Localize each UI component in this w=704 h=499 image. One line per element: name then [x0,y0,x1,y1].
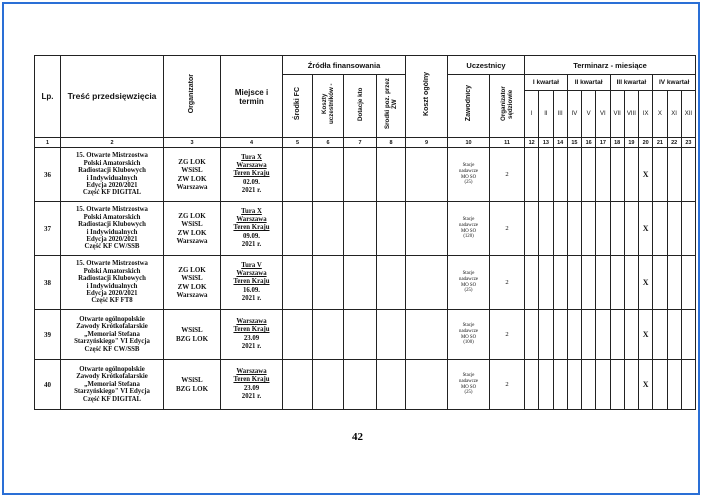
row-zawodnicy-line: Stacje [462,217,475,223]
empty-cell [283,360,313,410]
row-tresc-line: Polski Amatorskich [83,159,141,167]
row-miejsce-line: Teren Kraju [233,326,270,334]
row-tresc-line: 15. Otwarte Mistrzostwa [76,260,148,268]
row-lp: 39 [35,310,61,360]
empty-cell [283,310,313,360]
row-tresc-line: Edycja 2020/2021 [86,289,138,297]
column-number: 19 [624,138,638,148]
header-dotacje: Dotacje kto [344,75,377,138]
month-cell [553,202,567,256]
month-cell [596,256,610,310]
empty-cell [283,148,313,202]
month-cell [653,202,667,256]
month-cell [539,202,553,256]
row-tresc-line: Polski Amatorskich [83,213,141,221]
column-number: 12 [525,138,539,148]
row-miejsce-line: Teren Kraju [233,278,270,286]
month-cell [610,256,624,310]
column-number: 3 [164,138,221,148]
row-zawodnicy-line: (25) [464,288,473,294]
row-organizator-line: ZG LOK [178,212,206,221]
column-number: 16 [582,138,596,148]
month-cell [653,360,667,410]
row-miejsce-line: 2021 r. [241,294,262,302]
row-zawodnicy-line: Stacje [462,323,475,329]
empty-cell [406,148,448,202]
column-number: 4 [221,138,283,148]
row-tresc-line: Edycja 2020/2021 [86,181,138,189]
month-cell [553,148,567,202]
table-body [35,148,696,410]
month-cell [553,310,567,360]
empty-cell [313,360,344,410]
empty-cell [377,310,406,360]
row-organizator-line: BZG LOK [175,384,209,393]
header-month: V [582,91,596,138]
row-sedziowie: 2 [490,202,525,256]
row-zawodnicy-line: nadawcze [459,168,478,174]
month-cell [539,256,553,310]
column-number: 10 [448,138,490,148]
column-number: 13 [539,138,553,148]
month-cell [596,148,610,202]
row-organizator-line: WSiSL [181,376,203,385]
row-miejsce-line: 16.09. [243,286,260,294]
row-tresc-line: i Indywidualnych [86,228,138,236]
table-row [35,148,696,202]
row-organizator-line: ZG LOK [178,266,206,275]
empty-cell [344,256,377,310]
column-number: 8 [377,138,406,148]
month-cell [596,360,610,410]
month-cell [539,148,553,202]
row-miejsce-line: 02.09. [243,178,260,186]
row-sedziowie: 2 [490,310,525,360]
month-cell [525,310,539,360]
month-mark: X [639,148,653,202]
row-zawodnicy-line: (120) [463,234,474,240]
row-miejsce-line: 2021 r. [241,240,262,248]
row-miejsce-line: 23.09 [243,334,260,342]
month-cell [596,202,610,256]
row-tresc-line: i Indywidualnych [86,282,138,290]
month-cell [667,310,681,360]
row-miejsce-line: 2021 r. [241,186,262,194]
row-tresc-line: Polski Amatorskich [83,267,141,275]
row-tresc-line: Radiostacji Klubowych [78,275,146,283]
row-zawodnicy-line: nadawcze [459,276,478,282]
empty-cell [344,148,377,202]
row-organizator-line: ZW LOK [177,174,207,183]
row-zawodnicy [448,256,490,310]
month-cell [567,256,581,310]
row-miejsce-line: Warszawa [236,317,267,325]
month-cell [525,148,539,202]
month-cell [624,148,638,202]
empty-cell [406,202,448,256]
column-number: 17 [596,138,610,148]
month-mark: X [639,310,653,360]
month-cell [681,256,695,310]
month-cell [582,256,596,310]
table-row [35,310,696,360]
row-miejsce-line: 2021 r. [241,342,262,350]
row-tresc-line: Część KF CW/SSB [84,345,140,353]
row-organizator-line: ZG LOK [178,158,206,167]
header-month: IV [567,91,581,138]
row-zawodnicy-line: (25) [464,180,473,186]
table-row [35,202,696,256]
empty-cell [313,202,344,256]
row-zawodnicy-line: MO SO [460,174,477,180]
month-mark: X [639,360,653,410]
row-zawodnicy-line: nadawcze [459,222,478,228]
row-organizator-line: BZG LOK [175,334,209,343]
month-cell [610,360,624,410]
row-miejsce [221,310,283,360]
empty-cell [377,360,406,410]
header-miejsce: Miejsce i termin [221,56,283,138]
row-organizator [164,256,221,310]
month-cell [624,256,638,310]
month-cell [539,310,553,360]
row-zawodnicy-line: nadawcze [459,328,478,334]
empty-cell [406,310,448,360]
month-cell [667,148,681,202]
month-mark: X [639,256,653,310]
page-number: 42 [352,431,363,443]
row-miejsce [221,148,283,202]
row-zawodnicy-line: MO SO [460,384,477,390]
header-organizator-sedziowie: Organizator sędziowie [490,75,525,138]
row-tresc-line: Część KF CW/SSB [84,243,140,251]
row-tresc-line: „Memoriał Stefana [84,380,140,388]
row-zawodnicy-line: (25) [464,390,473,396]
row-miejsce-line: Teren Kraju [233,170,270,178]
row-tresc-line: Część KF DIGITAL [82,189,142,197]
month-cell [553,256,567,310]
month-cell [624,360,638,410]
month-cell [681,202,695,256]
row-tresc-line: Otwarte ogólnopolskie [79,365,145,373]
column-number: 15 [567,138,581,148]
column-number: 5 [283,138,313,148]
header-month: VI [596,91,610,138]
column-number: 9 [406,138,448,148]
column-number: 22 [667,138,681,148]
row-miejsce-line: 2021 r. [241,392,262,400]
month-cell [681,148,695,202]
month-cell [567,202,581,256]
row-organizator-line: Warszawa [176,236,208,245]
month-cell [653,256,667,310]
empty-cell [377,202,406,256]
row-tresc [61,360,164,410]
month-cell [667,202,681,256]
row-zawodnicy-line: nadawcze [459,378,478,384]
row-tresc-line: Starzyńskiego" VI Edycja [74,338,150,346]
month-cell [567,360,581,410]
row-sedziowie: 2 [490,148,525,202]
empty-cell [406,256,448,310]
column-number: 23 [681,138,695,148]
row-miejsce-line: Warszawa [236,162,267,170]
month-cell [525,360,539,410]
row-lp: 40 [35,360,61,410]
row-tresc-line: Otwarte ogólnopolskie [79,315,145,323]
header-srodki-fc: Środki FC [283,75,313,138]
month-cell [553,360,567,410]
row-organizator-line: WSiSL [181,220,203,229]
row-zawodnicy-line: (100) [463,340,474,346]
month-cell [582,360,596,410]
row-sedziowie: 2 [490,360,525,410]
row-tresc [61,148,164,202]
month-cell [681,360,695,410]
row-tresc-line: Edycja 2020/2021 [86,235,138,243]
row-zawodnicy [448,148,490,202]
month-cell [525,256,539,310]
row-tresc-line: Część KF DIGITAL [82,395,142,403]
row-organizator [164,310,221,360]
header-kwartal-4: IV kwartał [653,75,696,91]
row-tresc-line: „Memoriał Stefana [84,330,140,338]
row-organizator [164,360,221,410]
row-tresc-line: Starzyńskiego" VI Edycja [74,388,150,396]
row-tresc [61,310,164,360]
header-month: III [553,91,567,138]
row-miejsce [221,360,283,410]
header-month: XI [667,91,681,138]
empty-cell [377,148,406,202]
row-organizator-line: ZW LOK [177,228,207,237]
row-zawodnicy [448,310,490,360]
row-miejsce-line: Tura X [241,153,262,161]
header-month: VIII [624,91,638,138]
row-organizator-line: WSiSL [181,166,203,175]
header-kwartal-2: II kwartał [567,75,610,91]
month-cell [610,202,624,256]
header-month: X [653,91,667,138]
column-number: 18 [610,138,624,148]
row-miejsce-line: 09.09. [243,232,260,240]
row-organizator-line: ZW LOK [177,282,207,291]
column-number: 11 [490,138,525,148]
column-number: 7 [344,138,377,148]
row-organizator [164,202,221,256]
header-month: I [525,91,539,138]
header-month: II [539,91,553,138]
row-lp: 37 [35,202,61,256]
header-lp: Lp. [35,56,61,138]
row-miejsce-line: Warszawa [236,216,267,224]
row-tresc-line: Radiostacji Klubowych [78,167,146,175]
column-number: 20 [639,138,653,148]
month-cell [582,202,596,256]
month-cell [582,148,596,202]
row-zawodnicy [448,360,490,410]
header-terminarz: Terminarz - miesiące [525,56,696,75]
row-tresc-line: 15. Otwarte Mistrzostwa [76,152,148,160]
row-tresc-line: Zawody Krótkofalarskie [76,373,148,381]
month-cell [596,310,610,360]
empty-cell [344,202,377,256]
header-month: VII [610,91,624,138]
empty-cell [406,360,448,410]
table-row [35,360,696,410]
month-cell [567,148,581,202]
header-kwartal-1: I kwartał [525,75,568,91]
empty-cell [283,256,313,310]
empty-cell [313,310,344,360]
row-zawodnicy-line: MO SO [460,334,477,340]
header-koszty: Koszty uczestników - [313,75,344,138]
header-kwartal-3: III kwartał [610,75,653,91]
month-cell [667,360,681,410]
row-zawodnicy-line: Stacje [462,373,475,379]
empty-cell [344,360,377,410]
header-tresc: Treść przedsięwzięcia [61,56,164,138]
month-cell [567,310,581,360]
empty-cell [313,256,344,310]
header-srodki-poz: Środki poz. przez ZW [377,75,406,138]
month-cell [525,202,539,256]
month-cell [624,202,638,256]
row-sedziowie: 2 [490,256,525,310]
row-organizator [164,148,221,202]
month-cell [582,310,596,360]
column-number: 1 [35,138,61,148]
table-header [35,56,696,148]
row-miejsce-line: Teren Kraju [233,376,270,384]
row-lp: 38 [35,256,61,310]
row-miejsce-line: Teren Kraju [233,224,270,232]
row-zawodnicy-line: Stacje [462,163,475,169]
row-zawodnicy-line: MO SO [460,282,477,288]
row-tresc-line: Część KF FT8 [91,297,133,305]
column-number: 2 [61,138,164,148]
row-organizator-line: Warszawa [176,290,208,299]
header-uczestnicy: Uczestnicy [448,56,525,75]
header-koszt-ogolny: Koszt ogólny [406,56,448,138]
row-tresc [61,256,164,310]
header-organizator: Organizator [164,56,221,138]
row-miejsce-line: Tura X [241,207,262,215]
row-tresc-line: i Indywidualnych [86,174,138,182]
row-tresc-line: 15. Otwarte Mistrzostwa [76,206,148,214]
month-cell [610,310,624,360]
row-miejsce-line: Warszawa [236,270,267,278]
row-organizator-line: WSiSL [181,326,203,335]
empty-cell [344,310,377,360]
row-zawodnicy-line: Stacje [462,271,475,277]
month-mark: X [639,202,653,256]
column-number: 14 [553,138,567,148]
row-organizator-line: WSiSL [181,274,203,283]
row-zawodnicy [448,202,490,256]
row-miejsce [221,202,283,256]
row-organizator-line: Warszawa [176,182,208,191]
row-tresc [61,202,164,256]
month-cell [667,256,681,310]
row-miejsce-line: Warszawa [236,367,267,375]
row-miejsce [221,256,283,310]
header-zrodla: Źródła finansowania [283,56,406,75]
header-zawodnicy: Zawodnicy [448,75,490,138]
row-tresc-line: Radiostacji Klubowych [78,221,146,229]
month-cell [653,148,667,202]
row-zawodnicy-line: MO SO [460,228,477,234]
month-cell [681,310,695,360]
month-cell [610,148,624,202]
row-miejsce-line: 23.09 [243,384,260,392]
table-row [35,256,696,310]
column-number: 21 [653,138,667,148]
month-cell [653,310,667,360]
row-lp: 36 [35,148,61,202]
empty-cell [377,256,406,310]
header-month: IX [639,91,653,138]
empty-cell [283,202,313,256]
row-miejsce-line: Tura V [241,261,262,269]
empty-cell [313,148,344,202]
month-cell [624,310,638,360]
header-month: XII [681,91,695,138]
row-tresc-line: Zawody Krótkofalarskie [76,323,148,331]
month-cell [539,360,553,410]
schedule-table [34,55,696,410]
column-number: 6 [313,138,344,148]
